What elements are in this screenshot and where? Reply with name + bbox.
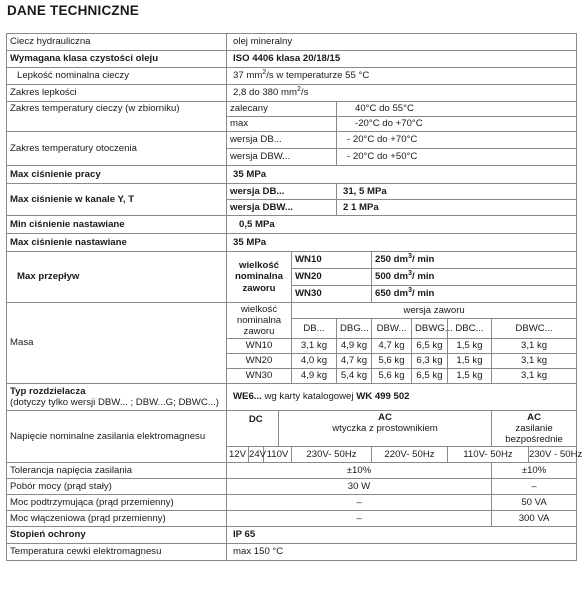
coil-temp-label: Temperatura cewki elektromagnesu	[7, 544, 227, 561]
power-label: Pobór mocy (prąd stały)	[7, 479, 227, 495]
table-row	[7, 463, 577, 479]
tolerance-ac2: ±10%	[492, 463, 577, 479]
ambient-temp-label: Zakres temperatury otoczenia	[7, 132, 227, 166]
mass-size-label: wielkość nominalna zaworu	[227, 303, 292, 339]
table-row	[7, 216, 577, 234]
distributor-label-cell	[7, 384, 227, 411]
tolerance-dc-ac1: ±10%	[227, 463, 492, 479]
voltage-dc-value: 24V	[249, 447, 264, 463]
mass-version: DB...	[292, 319, 337, 339]
voltage-ac1-value: 220V- 50Hz	[372, 447, 448, 463]
table-row	[7, 166, 577, 184]
max-flow-value: 650 $dm^3/$ min	[372, 286, 577, 303]
table-row	[7, 102, 577, 117]
max-flow-size: WN30	[292, 286, 372, 303]
table-row	[7, 544, 577, 561]
holding-label: Moc podtrzymująca (prąd przemienny)	[7, 495, 227, 511]
spec-table	[6, 33, 582, 561]
table-row	[7, 384, 577, 411]
table-row	[7, 132, 577, 149]
mass-version: DBWG...	[412, 319, 448, 339]
mass-cell: 4,7 kg	[372, 339, 412, 354]
mass-cell: 3,1 kg	[492, 369, 577, 384]
mass-cell: 4,0 kg	[292, 354, 337, 369]
fluid-temp-label: Zakres temperatury cieczy (w zbiorniku)	[7, 102, 227, 132]
ambient-temp-sublabel: wersja DB...	[227, 132, 337, 149]
voltage-ac1-label: AC	[378, 412, 392, 423]
ambient-temp-value: - 20°C do +50°C	[337, 149, 577, 166]
table-row	[7, 184, 577, 200]
mass-size: WN30	[227, 369, 292, 384]
max-pressure-yt-value: 2 1 MPa	[337, 200, 577, 216]
tolerance-label: Tolerancja napięcia zasilania	[7, 463, 227, 479]
mass-label: Masa	[7, 303, 227, 384]
cleanliness-label: Wymagana klasa czystości oleju	[7, 51, 227, 68]
voltage-ac1-value: 110V- 50Hz	[448, 447, 529, 463]
voltage-ac1-header	[279, 411, 492, 447]
mass-cell: 3,1 kg	[492, 354, 577, 369]
distributor-sublabel: (dotyczy tylko wersji DBW... ; DBW...G; DBWC...)	[10, 397, 219, 408]
voltage-dc-value: 110V	[264, 447, 292, 463]
fluid-value: olej mineralny	[227, 34, 577, 51]
distributor-label: Typ rozdzielacza	[10, 385, 86, 397]
table-row	[7, 234, 577, 252]
viscosity-value: 37 $mm^2/s$ w temperaturze 55 °C	[227, 68, 577, 85]
power-dc-ac1: 30 W	[227, 479, 492, 495]
mass-cell: 4,9 kg	[292, 369, 337, 384]
max-flow-size: WN10	[292, 252, 372, 269]
mass-size: WN10	[227, 339, 292, 354]
voltage-ac2-value: 230V - 50Hz	[529, 447, 577, 463]
viscosity-range-label: Zakres lepkości	[7, 85, 227, 102]
protection-label: Stopień ochrony	[7, 527, 227, 544]
mass-cell: 6,5 kg	[412, 339, 448, 354]
voltage-label: Napięcie nominalne zasilania elektromagnesu	[7, 411, 227, 463]
power-ac2: –	[492, 479, 577, 495]
max-op-pressure-value: 35 MPa	[227, 166, 577, 184]
viscosity-range-value: 2,8 do 380 $mm^2/s$	[227, 85, 577, 102]
table-row	[7, 479, 577, 495]
max-pressure-yt-label: Max ciśnienie w kanale Y, T	[7, 184, 227, 216]
max-set-pressure-value: 35 MPa	[227, 234, 577, 252]
mass-version: DBWC...	[492, 319, 577, 339]
max-pressure-yt-value: 31, 5 MPa	[337, 184, 577, 200]
voltage-ac2-header	[492, 411, 577, 447]
max-flow-size: WN20	[292, 269, 372, 286]
table-row	[7, 34, 577, 51]
max-flow-value: 250 $dm^3/$ min	[372, 252, 577, 269]
voltage-ac1-sub: wtyczka z prostownikiem	[332, 423, 438, 435]
voltage-ac2-sub: zasilanie bezpośrednie	[505, 423, 563, 446]
fluid-temp-value: -20°C do +70°C	[337, 117, 577, 132]
coil-temp-value: max 150 °C	[227, 544, 577, 561]
mass-cell: 1,5 kg	[448, 339, 492, 354]
ambient-temp-value: - 20°C do +70°C	[337, 132, 577, 149]
voltage-ac1-value: 230V- 50Hz	[292, 447, 372, 463]
max-pressure-yt-sublabel: wersja DB...	[227, 184, 337, 200]
voltage-dc-value: 12V	[227, 447, 249, 463]
viscosity-label: Lepkość nominalna cieczy	[7, 68, 227, 85]
inrush-ac2: 300 VA	[492, 511, 577, 527]
mass-cell: 5,6 kg	[372, 369, 412, 384]
distributor-value: WE6... wg karty katalogowej WK 499 502	[227, 384, 577, 411]
table-row	[7, 303, 577, 319]
inrush-label: Moc włączeniowa (prąd przemienny)	[7, 511, 227, 527]
max-flow-size-label: wielkość nominalna zaworu	[227, 252, 292, 303]
mass-version: DBW...	[372, 319, 412, 339]
mass-cell: 4,7 kg	[337, 354, 372, 369]
max-flow-label: Max przepływ	[7, 252, 227, 303]
cleanliness-value: ISO 4406 klasa 20/18/15	[227, 51, 577, 68]
table-row	[7, 51, 577, 68]
max-pressure-yt-sublabel: wersja DBW...	[227, 200, 337, 216]
protection-value: IP 65	[227, 527, 577, 544]
max-op-pressure-label: Max ciśnienie pracy	[7, 166, 227, 184]
mass-cell: 1,5 kg	[448, 369, 492, 384]
table-row	[7, 527, 577, 544]
page-title: DANE TECHNICZNE	[7, 3, 140, 18]
table-row	[7, 495, 577, 511]
table-row	[7, 252, 577, 269]
fluid-temp-sublabel: max	[227, 117, 337, 132]
table-row	[7, 68, 577, 85]
mass-cell: 4,9 kg	[337, 339, 372, 354]
fluid-temp-sublabel: zalecany	[227, 102, 337, 117]
mass-cell: 3,1 kg	[292, 339, 337, 354]
inrush-dc-ac1: –	[227, 511, 492, 527]
voltage-ac2-label: AC	[527, 412, 541, 423]
table-row	[7, 411, 577, 447]
table-row	[7, 85, 577, 102]
min-set-pressure-label: Min ciśnienie nastawiane	[7, 216, 227, 234]
mass-cell: 6,5 kg	[412, 369, 448, 384]
mass-cell: 3,1 kg	[492, 339, 577, 354]
voltage-dc-label: DC	[234, 411, 279, 447]
mass-cell: 5,6 kg	[372, 354, 412, 369]
spec-table-wrapper	[6, 33, 582, 561]
mass-version: DBG...	[337, 319, 372, 339]
min-set-pressure-value: 0,5 MPa	[227, 216, 577, 234]
max-set-pressure-label: Max ciśnienie nastawiane	[7, 234, 227, 252]
fluid-label: Ciecz hydrauliczna	[7, 34, 227, 51]
fluid-temp-value: 40°C do 55°C	[337, 102, 577, 117]
mass-version-label: wersja zaworu	[292, 303, 577, 319]
table-row	[7, 511, 577, 527]
mass-cell: 6,3 kg	[412, 354, 448, 369]
holding-ac2: 50 VA	[492, 495, 577, 511]
mass-version: DBC...	[448, 319, 492, 339]
mass-size: WN20	[227, 354, 292, 369]
mass-cell: 5,4 kg	[337, 369, 372, 384]
ambient-temp-sublabel: wersja DBW...	[227, 149, 337, 166]
mass-cell: 1,5 kg	[448, 354, 492, 369]
holding-dc-ac1: –	[227, 495, 492, 511]
max-flow-value: 500 $dm^3/$ min	[372, 269, 577, 286]
